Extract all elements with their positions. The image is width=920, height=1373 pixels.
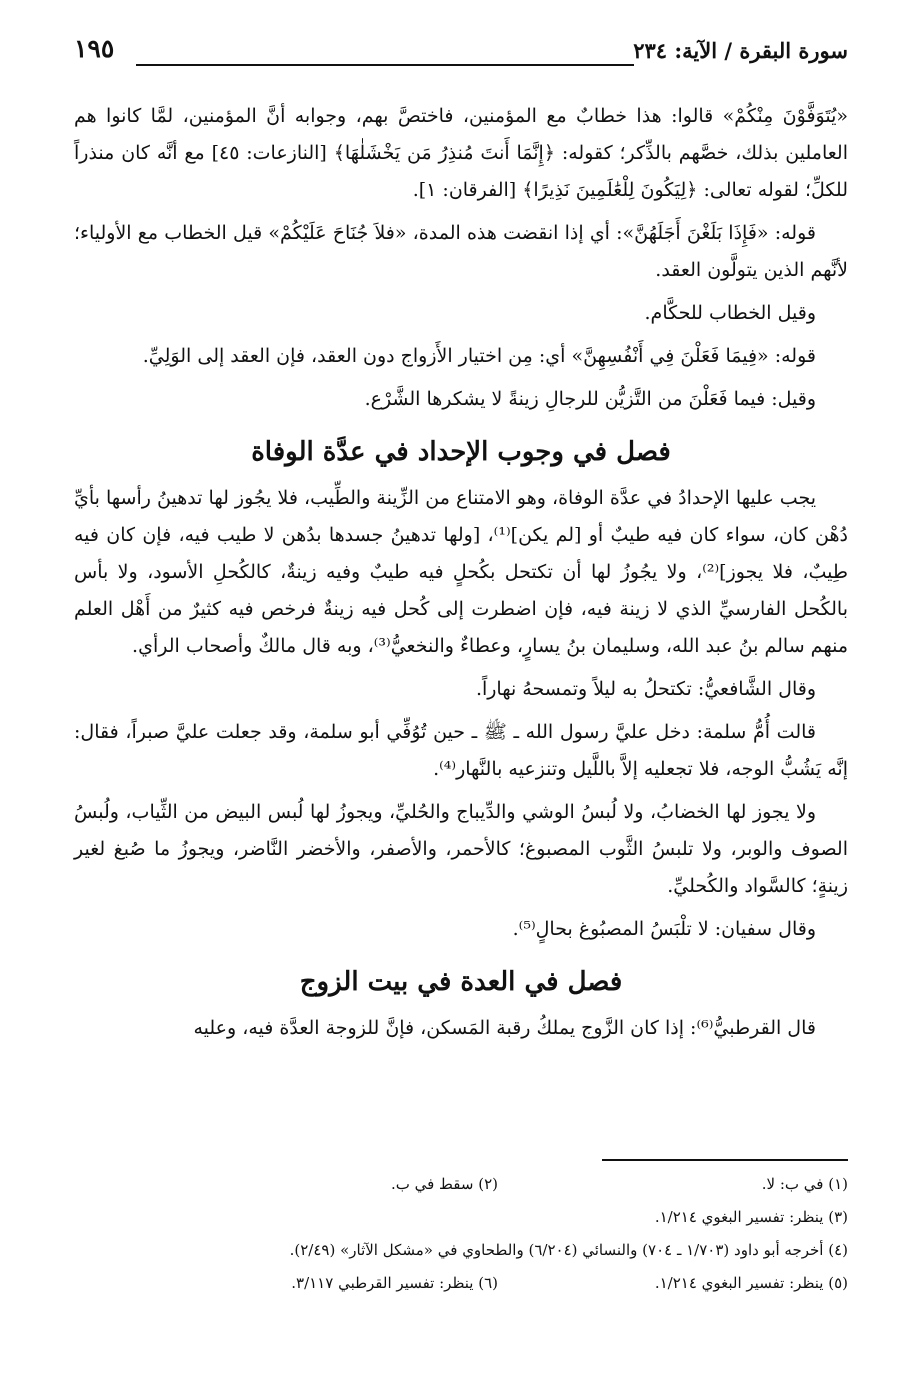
header-rule — [136, 64, 634, 66]
running-header — [74, 30, 848, 78]
paragraph: وقال سفيان: لا تلْبَسُ المصبُوغ بحالٍ⁽⁵⁾. — [512, 918, 816, 940]
paragraph: ولا يجوز لها الخضابُ، ولا لُبسُ الوشي والدِّيباج والحُليِّ، ويجوزُ لها لُبس البيض من الثِّياب، ولُبسُ الصوف والوبر، ولا تلبسُ الثَّوب المصبوغ؛ كالأحمر، والأصفر، والأخضر النَّاضر، ويجوزُ ما صُبغ لغير زينةٍ؛ كالسَّواد والكُحليِّ. — [74, 801, 848, 897]
main-text — [74, 98, 848, 1053]
section-heading: فصل في العدة في بيت الزوج — [299, 967, 623, 997]
footnote-row — [74, 1267, 848, 1300]
footnote-row — [74, 1168, 848, 1201]
footnote-3: (٣) ينظر: تفسير البغوي ١/٢١٤. — [654, 1208, 848, 1226]
footnotes — [74, 1168, 848, 1300]
paragraph: «يُتَوَفَّوْنَ مِنْكُمْ» قالوا: هذا خطابٌ مع المؤمنين، فاختصَّ بهم، وجوابه أنَّ المؤمنين، لمَّا كانوا هم العاملين بذلك، خصَّهم بالذِّكر؛ كقوله: ﴿إِنَّمَا أَنتَ مُنذِرُ مَن يَخْشَلٰهَا﴾ [النازعات: ٤٥] مع أنَّه كان منذراً للكلِّ؛ لقوله تعالى: ﴿لِيَكُونَ لِلْعَٰلَمِينَ نَذِيرًا﴾ [الفرقان: ١]. — [74, 105, 848, 201]
footnote-2: (٢) سقط في ب. — [390, 1175, 498, 1193]
page-number: ١٩٥ — [74, 34, 115, 63]
surah-verse-reference: سورة البقرة / الآية: ٢٣٤ — [633, 38, 848, 63]
paragraph: قال القرطبيُّ⁽⁶⁾: إذا كان الزَّوج يملكُ رقبة المَسكن، فإنَّ للزوجة العدَّة فيه، وعليه — [193, 1017, 816, 1039]
footnote-rule — [602, 1159, 848, 1161]
footnote-4: (٤) أخرجه أبو داود (١/٧٠٣ ـ ٧٠٤) والنسائي (٦/٢٠٤) والطحاوي في «مشكل الآثار» (٢/٤٩). — [289, 1241, 848, 1259]
paragraph: يجب عليها الإحدادُ في عدَّة الوفاة، وهو الامتناع من الزِّينة والطِّيب، فلا يجُوز لها تدهينُ رأسها بأيِّ دُهْن كان، سواء كان فيه طيبٌ أو [لم يكن]⁽¹⁾، [ولها تدهينُ جسدها بدُهن لا طيب فيه، فإن كان فيه طِيبٌ، فلا يجوز]⁽²⁾، ولا يجُوزُ لها أن تكتحل بكُحلٍ فيه طيبٌ وفيه زينةٌ، كالكُحلِ الأسود، ولا بأس بالكُحل الفارسيِّ الذي لا زينة فيه، فإن اضطرت إلى كُحل فيه زينةٌ فرخص فيه كثيرٌ من أَهْل العلم منهم سالم بنُ عبد الله، وسليمان بنُ يسارٍ، وعطاءٌ والنخعيُّ⁽³⁾، وبه قال مالكٌ وأصحاب الرأي. — [74, 487, 849, 657]
paragraph: قوله: «فِيمَا فَعَلْنَ فِي أَنْفُسِهِنَّ» أي: مِن اختيار الأَزواج دون العقد، فإن العقد إلى الوَلِيِّ. — [142, 345, 816, 367]
footnote-row — [74, 1234, 848, 1267]
footnote-row — [74, 1201, 848, 1234]
footnote-1: (١) في ب: لا. — [761, 1175, 848, 1193]
paragraph: قوله: «فَإِذَا بَلَغْنَ أَجَلَهُنَّ»: أي إذا انقضت هذه المدة، «فلاَ جُنَاحَ عَلَيْكُمْ» قيل الخطاب مع الأولياء؛ لأنَّهم الذين يتولَّون العقد. — [74, 222, 848, 281]
paragraph: وقال الشَّافعيُّ: تكتحلُ به ليلاً وتمسحهُ نهاراً. — [475, 678, 816, 700]
paragraph: وقيل الخطاب للحكَّام. — [644, 302, 816, 324]
paragraph: وقيل: فيما فَعَلْنَ من التَّزيُّن للرجالِ زينةً لا يشكرها الشَّرْع. — [364, 388, 816, 410]
section-heading: فصل في وجوب الإحداد في عدَّة الوفاة — [251, 437, 671, 467]
paragraph: قالت أُمُّ سلمة: دخل عليَّ رسول الله ـ ﷺ ـ حين تُوُفِّي أبو سلمة، وقد جعلت عليَّ صبراً، فقال: إنَّه يَشُبُّ الوجه، فلا تجعليه إلاَّ باللَّيل وتنزعيه بالنَّهار⁽⁴⁾. — [74, 721, 848, 780]
footnote-5: (٥) ينظر: تفسير البغوي ١/٢١٤. — [654, 1274, 848, 1292]
footnote-6: (٦) ينظر: تفسير القرطبي ٣/١١٧. — [291, 1274, 498, 1292]
